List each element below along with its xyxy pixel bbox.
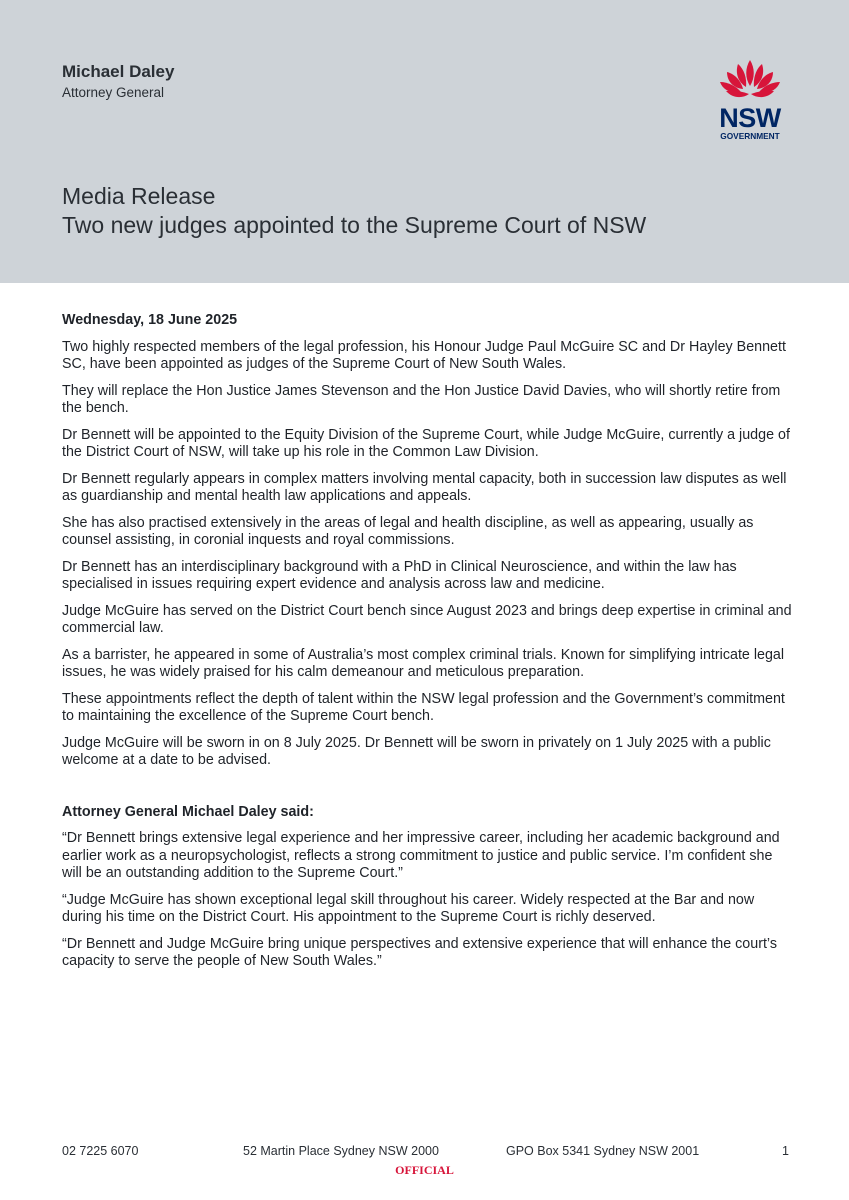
quote-paragraph: “Judge McGuire has shown exceptional legal skill throughout his career. Widely respected at the Bar and now during his time on the District Court. His appointment to the Supreme Court is richly deserved. <box>62 891 755 925</box>
classification-marking-bottom: OFFICIAL <box>395 1163 454 1177</box>
body-paragraph: Dr Bennett has an interdisciplinary background with a PhD in Clinical Neuroscience, and within the law has specialised in issues requiring expert evidence and analysis across law and medicine. <box>62 558 737 592</box>
release-body <box>62 312 792 980</box>
page-title: Two new judges appointed to the Supreme Court of NSW <box>62 212 647 238</box>
quote-paragraph: “Dr Bennett brings extensive legal experience and her impressive career, including her academic background and earlier work as a neuropsychologist, reflects a strong commitment to justice and public service. I’m confident she will be an outstanding addition to the Supreme Court.” <box>62 830 780 881</box>
body-paragraph: Dr Bennett regularly appears in complex matters involving mental capacity, both in succession law disputes as well as guardianship and mental health law applications and appeals. <box>62 470 787 504</box>
body-paragraph: Judge McGuire has served on the District Court bench since August 2023 and brings deep expertise in criminal and commercial law. <box>62 602 792 636</box>
body-paragraph: They will replace the Hon Justice James Stevenson and the Hon Justice David Davies, who will shortly retire from the bench. <box>62 382 781 416</box>
release-date: Wednesday, 18 June 2025 <box>62 312 238 328</box>
page-number: 1 <box>782 1144 789 1158</box>
body-paragraph: These appointments reflect the depth of talent within the NSW legal profession and the Government’s commitment to maintaining the excellence of the Supreme Court bench. <box>62 690 785 724</box>
minister-title: Attorney General <box>62 85 165 100</box>
quote-paragraph: “Dr Bennett and Judge McGuire bring unique perspectives and extensive experience that will enhance the court’s capacity to serve the people of New South Wales.” <box>62 935 777 969</box>
nsw-logo-text: NSW <box>719 103 781 133</box>
body-paragraph: Judge McGuire will be sworn in on 8 July 2025. Dr Bennett will be sworn in privately on 1 July 2025 with a public welcome at a date to be advised. <box>62 734 771 768</box>
release-label: Media Release <box>62 183 216 209</box>
footer-address: 52 Martin Place Sydney NSW 2000 <box>243 1144 439 1158</box>
body-paragraph: She has also practised extensively in the areas of legal and health discipline, as well as appearing, usually as counsel assisting, in coronial inquests and royal commissions. <box>62 514 754 548</box>
quote-heading: Attorney General Michael Daley said: <box>62 803 314 820</box>
body-paragraph: Two highly respected members of the legal profession, his Honour Judge Paul McGuire SC and Dr Hayley Bennett SC, have been appointed as judges of the Supreme Court of New South Wales. <box>62 338 786 372</box>
government-logo-text: GOVERNMENT <box>720 131 780 141</box>
body-paragraph: As a barrister, he appeared in some of Australia’s most complex criminal trials. Known for simplifying intricate legal issues, he was widely praised for his calm demeanour and meticulous preparation. <box>62 646 785 680</box>
footer-postal-address: GPO Box 5341 Sydney NSW 2001 <box>506 1144 700 1158</box>
minister-name: Michael Daley <box>62 62 175 81</box>
body-paragraph: Dr Bennett will be appointed to the Equity Division of the Supreme Court, while Judge McGuire, currently a judge of the District Court of NSW, will take up his role in the Common Law Division. <box>62 426 790 460</box>
footer-phone: 02 7225 6070 <box>62 1144 139 1158</box>
